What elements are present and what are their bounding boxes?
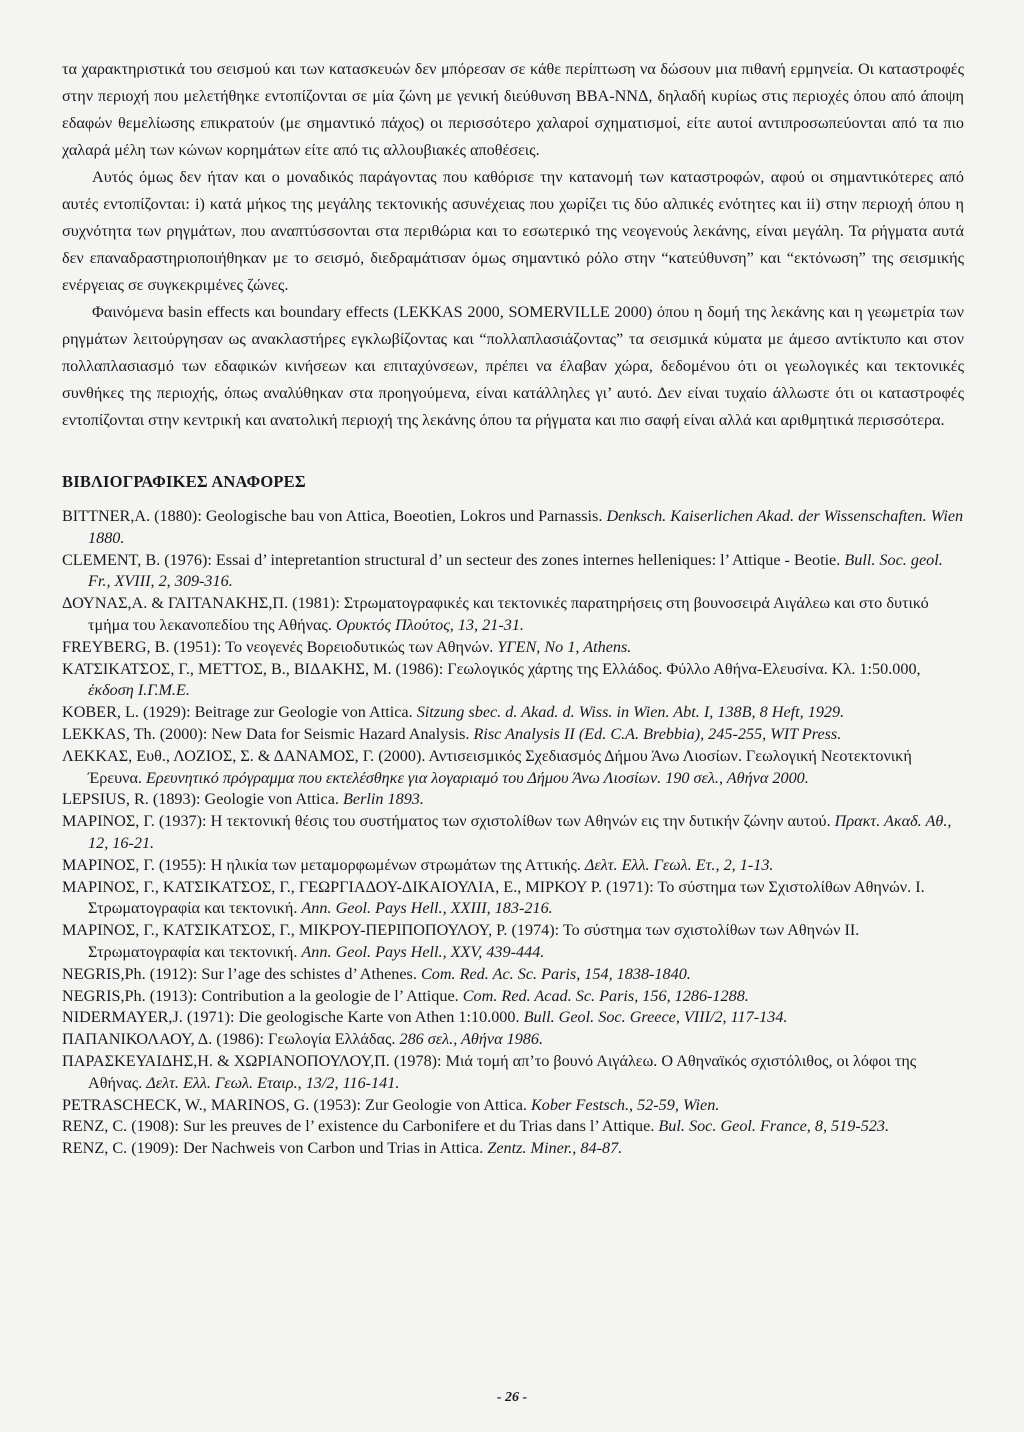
- reference-main: ΜΑΡΙΝΟΣ, Γ., ΚΑΤΣΙΚΑΤΣΟΣ, Γ., ΜΙΚΡΟΥ-ΠΕΡΙΠΟΠΟΥΛΟΥ, Ρ. (1974): Το σύστημα των σχιστολίθων των Αθηνών ΙΙ. Στρωματογραφία και τεκτονική.: [62, 921, 860, 961]
- reference-source: Bull. Soc. geol. Fr., XVIII, 2, 309-316.: [88, 550, 943, 591]
- reference-main: ΠΑΡΑΣΚΕΥΑΙΔΗΣ,Η. & ΧΩΡΙΑΝΟΠΟΥΛΟΥ,Π. (1978): Μιά τομή απ’το βουνό Αιγάλεω. Ο Αθηναϊκός σχιστόλιθος, οι λόφοι της Αθήνας.: [62, 1051, 917, 1092]
- reference-source: Com. Red. Acad. Sc. Paris, 156, 1286-1288.: [462, 986, 749, 1005]
- paragraph-basin-effects: Φαινόμενα basin effects και boundary effects (LEKKAS 2000, SOMERVILLE 2000) όπου η δομή της λεκάνης και η γεωμετρία των ρηγμάτων λειτούργησαν ως ανακλαστήρες εγκλωβίζοντας και “πολλαπλασιάζοντας” τα σεισμικά κύματα με άμεσο αντίκτυπο και στον πολλαπλασιασμό των εδαφικών κινήσεων και επιταχύνσεων, πρέπει να έλαβαν χώρα, δεδομένου ότι οι γεωλογικές και τεκτονικές συνθήκες της περιοχής, όπως αναλύθηκαν στα προηγούμενα, είναι κατάλληλες γι’ αυτό. Δεν είναι τυχαίο άλλωστε ότι οι καταστροφές εντοπίζονται στην κεντρική και ανατολική περιοχή της λεκάνης όπου τα ρήγματα και πιο σαφή είναι αλλά και αριθμητικά περισσότερα.: [62, 303, 964, 429]
- reference-source: ΥΓΕΝ, No 1, Athens.: [497, 637, 632, 656]
- reference-source: Ερευνητικό πρόγραμμα που εκτελέσθηκε για λογαριαμό του Δήμου Άνω Λιοσίων. 190 σελ., Αθήνα 2000.: [146, 768, 809, 787]
- reference-main: BITTNER,A. (1880): Geologische bau von Attica, Boeotien, Lokros und Parnassis.: [62, 507, 607, 525]
- reference-main: ΜΑΡΙΝΟΣ, Γ. (1955): Η ηλικία των μεταμορφωμένων στρωμάτων της Αττικής.: [62, 855, 585, 874]
- reference-main: FREYBERG, B. (1951): Το νεογενές Βορειοδυτικώς των Αθηνών.: [62, 637, 498, 656]
- reference-main: NEGRIS,Ph. (1912): Sur l’age des schistes d’ Athenes.: [62, 964, 421, 983]
- reference-item: [62, 1095, 964, 1117]
- reference-main: NEGRIS,Ph. (1913): Contribution a la geologie de l’ Attique.: [62, 986, 463, 1005]
- reference-item: [62, 702, 964, 724]
- reference-item: [62, 724, 964, 746]
- reference-main: ΛΕΚΚΑΣ, Ευθ., ΛΟΖΙΟΣ, Σ. & ΔΑΝΑΜΟΣ, Γ. (2000). Αντισεισμικός Σχεδιασμός Δήμου Άνω Λιοσίων. Γεωλογική Νεοτεκτονική Έρευνα.: [62, 746, 912, 787]
- reference-item: [62, 1007, 964, 1029]
- reference-item: [62, 789, 964, 811]
- reference-source: Δελτ. Ελλ. Γεωλ. Ετ., 2, 1-13.: [584, 855, 774, 874]
- reference-item: [62, 506, 964, 550]
- reference-item: [62, 855, 964, 877]
- reference-main: ΜΑΡΙΝΟΣ, Γ., ΚΑΤΣΙΚΑΤΣΟΣ, Γ., ΓΕΩΡΓΙΑΔΟΥ-ΔΙΚΑΙΟΥΛΙΑ, Ε., ΜΙΡΚΟΥ Ρ. (1971): Το σύστημα των Σχιστολίθων Αθηνών. Ι. Στρωματογραφία και τεκτονική.: [62, 877, 925, 918]
- reference-source: Ann. Geol. Pays Hell., XXIII, 183-216.: [301, 899, 553, 918]
- references-heading: ΒΙΒΛΙΟΓΡΑΦΙΚΕΣ ΑΝΑΦΟΡΕΣ: [62, 472, 306, 491]
- reference-item: [62, 1138, 964, 1160]
- reference-main: RENZ, C. (1908): Sur les preuves de l’ existence du Carbonifere et du Trias dans l’ Attique.: [62, 1117, 659, 1136]
- reference-main: ΔΟΥΝΑΣ,Α. & ΓΑΙΤΑΝΑΚΗΣ,Π. (1981): Στρωματογραφικές και τεκτονικές παρατηρήσεις στη βουνοσειρά Αιγάλεω και στο δυτικό τμήμα του λεκανοπεδίου της Αθήνας.: [62, 594, 929, 634]
- reference-item: [62, 637, 964, 659]
- reference-item: [62, 1116, 964, 1138]
- reference-item: [62, 1051, 964, 1095]
- reference-main: LEKKAS, Th. (2000): New Data for Seismic Hazard Analysis.: [62, 724, 474, 743]
- reference-source: Πρακτ. Ακαδ. Αθ., 12, 16-21.: [88, 812, 952, 852]
- reference-source: Bull. Geol. Soc. Greece, VIII/2, 117-134.: [523, 1008, 788, 1027]
- reference-source: Risc Analysis II (Ed. C.A. Brebbia), 245-255, WIT Press.: [473, 724, 842, 743]
- reference-main: NIDERMAYER,J. (1971): Die geologische Karte von Athen 1:10.000.: [62, 1008, 524, 1027]
- reference-main: ΠΑΠΑΝΙΚΟΛΑΟΥ, Δ. (1986): Γεωλογία Ελλάδας.: [62, 1030, 400, 1049]
- reference-item: [62, 659, 964, 703]
- reference-source: Bul. Soc. Geol. France, 8, 519-523.: [658, 1117, 890, 1136]
- reference-source: Sitzung sbec. d. Akad. d. Wiss. in Wien. Abt. I, 138B, 8 Heft, 1929.: [416, 703, 845, 722]
- reference-item: [62, 964, 964, 986]
- reference-source: Δελτ. Ελλ. Γεωλ. Εταιρ., 13/2, 116-141.: [146, 1073, 400, 1092]
- reference-source: Denksch. Kaiserlichen Akad. der Wissenschaften. Wien 1880.: [88, 507, 964, 547]
- reference-source: Com. Red. Ac. Sc. Paris, 154, 1838-1840.: [420, 964, 691, 983]
- reference-item: [62, 920, 964, 964]
- reference-main: CLEMENT, B. (1976): Essai d’ intepretantion structural d’ un secteur des zones internes helleniques: l’ Attique - Beotie.: [62, 550, 845, 569]
- reference-item: [62, 877, 964, 921]
- reference-item: [62, 986, 964, 1008]
- reference-source: Ορυκτός Πλούτος, 13, 21-31.: [335, 615, 524, 634]
- reference-source: Zentz. Miner., 84-87.: [487, 1139, 623, 1158]
- reference-main: RENZ, C. (1909): Der Nachweis von Carbon und Trias in Attica.: [62, 1139, 488, 1158]
- reference-source: Berlin 1893.: [343, 790, 424, 809]
- reference-main: ΚΑΤΣΙΚΑΤΣΟΣ, Γ., ΜΕΤΤΟΣ, Β., ΒΙΔΑΚΗΣ, Μ. (1986): Γεωλογικός χάρτης της Ελλάδος. Φύλλο Αθήνα-Ελευσίνα. Κλ. 1:50.000,: [62, 659, 921, 678]
- reference-item: [62, 1029, 964, 1051]
- reference-source: Kober Festsch., 52-59, Wien.: [530, 1095, 720, 1114]
- reference-main: KOBER, L. (1929): Beitrage zur Geologie von Attica.: [62, 703, 417, 722]
- reference-item: [62, 593, 964, 637]
- reference-main: PETRASCHECK, W., MARINOS, G. (1953): Zur Geologie von Attica.: [62, 1095, 531, 1114]
- paragraph-damage-distribution: Αυτός όμως δεν ήταν και ο μοναδικός παράγοντας που καθόρισε την κατανομή των καταστροφών, αφού οι σημαντικότερες από αυτές εντοπίζονται: i) κατά μήκος της μεγάλης τεκτονικής ασυνέχειας που χωρίζει τις δύο αλπικές ενότητες και ii) στην περιοχή όπου η συχνότητα των ρηγμάτων, που αναπτύσσονται στα περιθώρια και το εσωτερικό της νεογενούς λεκάνης, είναι μεγάλη. Τα ρήγματα αυτά δεν επαναδραστηριοποιήθηκαν με το σεισμό, διεδραμάτισαν όμως σημαντικό ρόλο στην “κατεύθυνση” και “εκτόνωση” της σεισμικής ενέργειας σε συγκεκριμένες ζώνες.: [62, 168, 964, 294]
- page-number: - 26 -: [496, 1390, 528, 1405]
- body-text: [62, 56, 964, 434]
- reference-main: ΜΑΡΙΝΟΣ, Γ. (1937): Η τεκτονική θέσις του συστήματος των σχιστολίθων των Αθηνών εις την δυτικήν ζώνην αυτού.: [62, 812, 835, 831]
- reference-item: [62, 746, 964, 790]
- reference-item: [62, 811, 964, 855]
- paragraph-continuation: τα χαρακτηριστικά του σεισμού και των κατασκευών δεν μπόρεσαν σε κάθε περίπτωση να δώσουν μια πιθανή ερμηνεία. Οι καταστροφές στην περιοχή που μελετήθηκε εντοπίζονται σε μία ζώνη με γενική διεύθυνση ΒΒΑ-ΝΝΔ, δηλαδή κυρίως στις περιοχές όπου από άποψη εδαφών θεμελίωσης επικρατούν (με σημαντικό πάχος) οι περισσότερο χαλαροί σχηματισμοί, είτε αυτοί αντιπροσωπεύονται από τα πιο χαλαρά μέλη των κώνων κορημάτων είτε από τις αλλουβιακές αποθέσεις.: [62, 60, 964, 159]
- reference-source: έκδοση Ι.Γ.Μ.Ε.: [88, 681, 190, 700]
- reference-main: LEPSIUS, R. (1893): Geologie von Attica.: [62, 790, 344, 809]
- reference-source: Ann. Geol. Pays Hell., XXV, 439-444.: [301, 942, 545, 961]
- reference-source: 286 σελ., Αθήνα 1986.: [399, 1030, 544, 1049]
- reference-item: [62, 550, 964, 594]
- references-list: [62, 506, 964, 1160]
